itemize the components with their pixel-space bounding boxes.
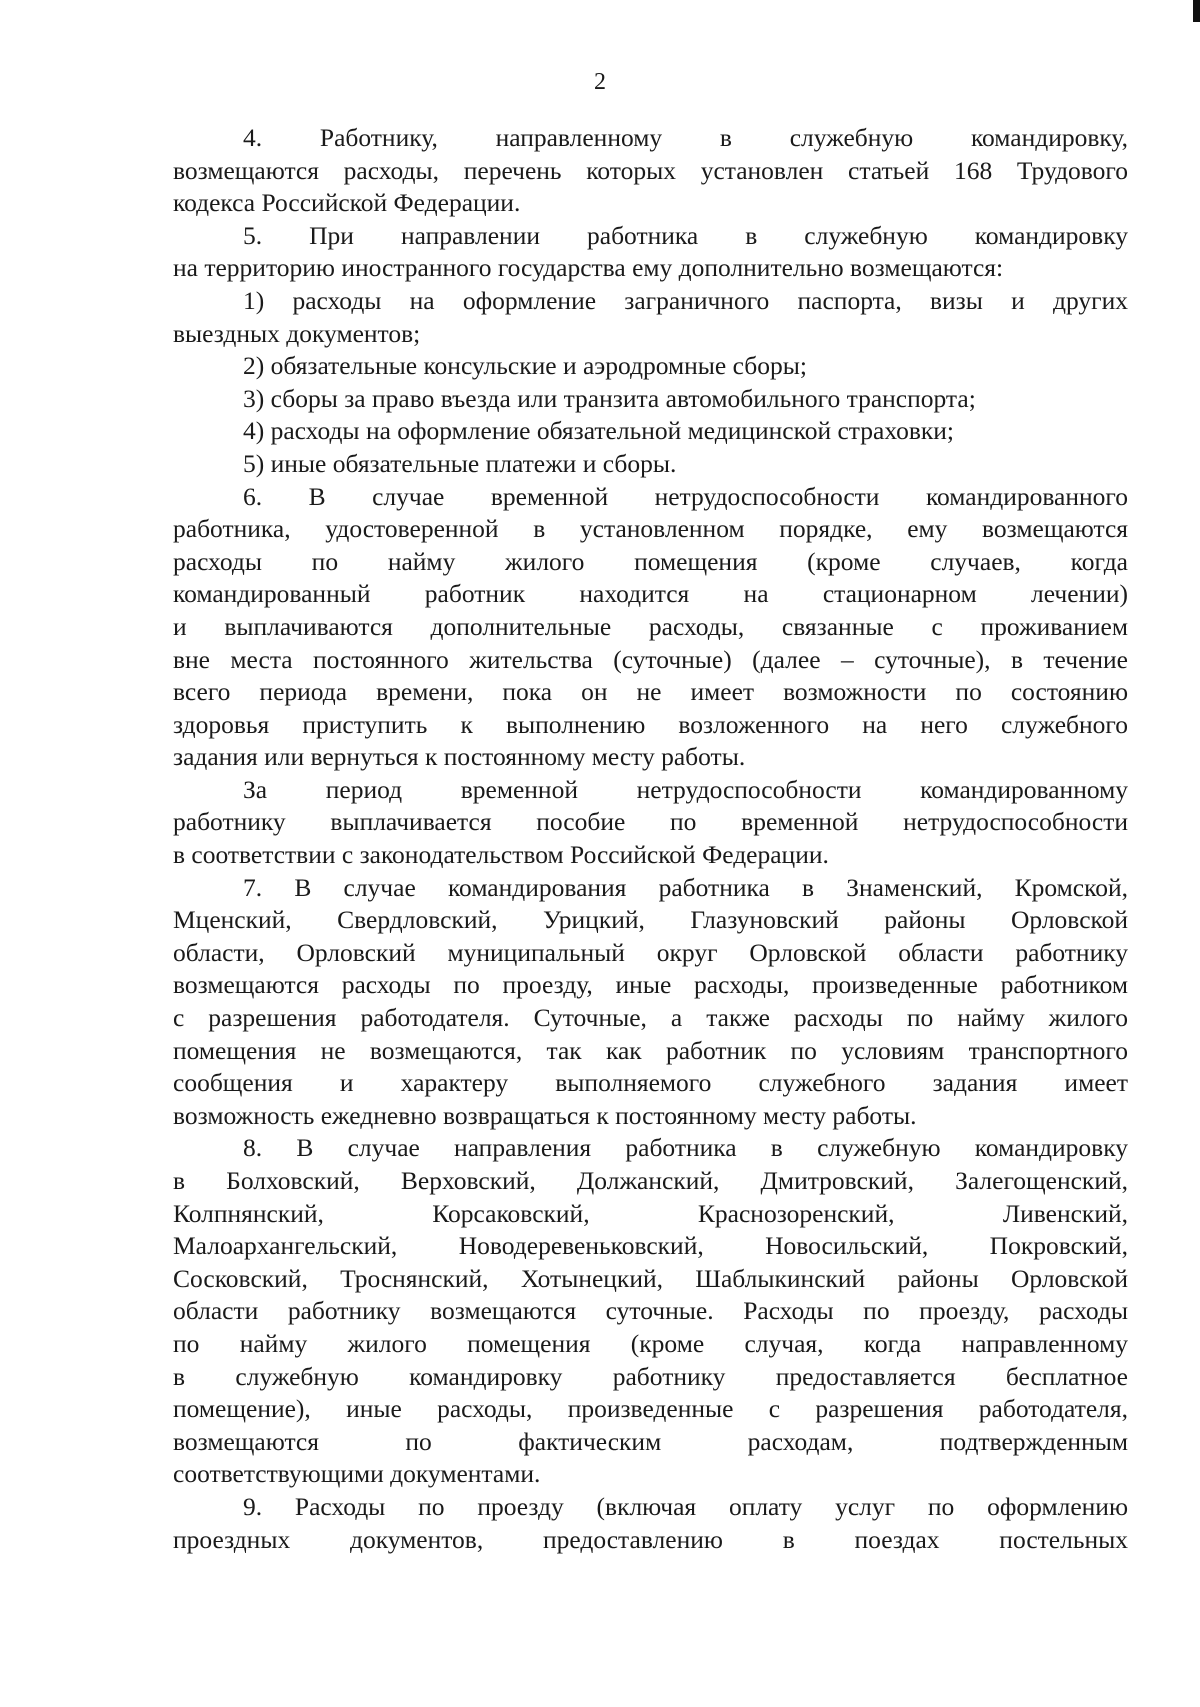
- text-line: и выплачиваются дополнительные расходы, связанные с проживанием: [173, 611, 1128, 641]
- text-line: в служебную командировку работнику предоставляется бесплатное: [173, 1361, 1128, 1391]
- text-line: возмещаются расходы, перечень которых установлен статьей 168 Трудового: [173, 155, 1128, 185]
- document-body: [173, 122, 1128, 1556]
- paragraph: [173, 774, 1128, 872]
- text-line: 5. При направлении работника в служебную командировку: [243, 220, 1128, 250]
- text-line: командированный работник находится на стационарном лечении): [173, 579, 1128, 609]
- scan-edge-mark: [1193, 0, 1200, 22]
- text-line: сообщения и характеру выполняемого служебного задания имеет: [173, 1068, 1128, 1098]
- text-line: выездных документов;: [173, 318, 421, 348]
- text-line: работника, удостоверенной в установленном порядке, ему возмещаются: [173, 514, 1128, 544]
- text-line: вне места постоянного жительства (суточные) (далее – суточные), в течение: [173, 644, 1128, 674]
- paragraph: [173, 481, 1128, 774]
- paragraph: [173, 1491, 1128, 1556]
- text-line: помещение), иные расходы, произведенные с разрешения работодателя,: [173, 1394, 1128, 1424]
- text-line: помещения не возмещаются, так как работник по условиям транспортного: [173, 1035, 1128, 1065]
- text-line: на территорию иностранного государства ему дополнительно возмещаются:: [173, 253, 1004, 283]
- paragraph: [173, 1132, 1128, 1491]
- text-line: возможность ежедневно возвращаться к постоянному месту работы.: [173, 1100, 917, 1130]
- text-line: с разрешения работодателя. Суточные, а также расходы по найму жилого: [173, 1003, 1128, 1033]
- text-line: 4) расходы на оформление обязательной медицинской страховки;: [243, 416, 955, 446]
- text-line: 8. В случае направления работника в служебную командировку: [243, 1133, 1128, 1163]
- text-line: За период временной нетрудоспособности командированному: [243, 774, 1128, 804]
- text-line: расходы по найму жилого помещения (кроме случаев, когда: [173, 546, 1128, 576]
- text-line: здоровья приступить к выполнению возложенного на него служебного: [173, 709, 1128, 739]
- text-line: кодекса Российской Федерации.: [173, 188, 521, 218]
- text-line: 1) расходы на оформление заграничного паспорта, визы и других: [243, 285, 1128, 315]
- text-line: Малоархангельский, Новодеревеньковский, Новосильский, Покровский,: [173, 1231, 1128, 1261]
- paragraph: [173, 285, 1128, 350]
- text-line: области, Орловский муниципальный округ Орловской области работнику: [173, 937, 1128, 967]
- text-line: работнику выплачивается пособие по временной нетрудоспособности: [173, 807, 1128, 837]
- text-line: возмещаются по фактическим расходам, подтвержденным: [173, 1426, 1128, 1456]
- text-line: 7. В случае командирования работника в Знаменский, Кромской,: [243, 872, 1128, 902]
- text-line: 4. Работнику, направленному в служебную командировку,: [243, 123, 1128, 152]
- text-line: 5) иные обязательные платежи и сборы.: [243, 448, 677, 478]
- text-line: задания или вернуться к постоянному месту работы.: [173, 742, 746, 772]
- text-line: Колпнянский, Корсаковский, Краснозоренский, Ливенский,: [173, 1198, 1128, 1228]
- text-line: Мценский, Свердловский, Урицкий, Глазуновский районы Орловской: [173, 905, 1128, 935]
- page-number: 2: [594, 69, 606, 95]
- text-line: в соответствии с законодательством Российской Федерации.: [173, 840, 829, 870]
- text-line: возмещаются расходы по проезду, иные расходы, произведенные работником: [173, 970, 1128, 1000]
- text-line: 2) обязательные консульские и аэродромные сборы;: [243, 351, 807, 381]
- text-line: проездных документов, предоставлению в поездах постельных: [173, 1524, 1128, 1554]
- text-line: всего периода времени, пока он не имеет возможности по состоянию: [173, 677, 1128, 707]
- text-line: Сосковский, Троснянский, Хотынецкий, Шаблыкинский районы Орловской: [173, 1263, 1128, 1293]
- paragraph: [173, 383, 1128, 416]
- paragraph: [173, 122, 1128, 220]
- text-line: области работнику возмещаются суточные. Расходы по проезду, расходы: [173, 1296, 1128, 1326]
- paragraph: [173, 350, 1128, 383]
- text-line: 3) сборы за право въезда или транзита автомобильного транспорта;: [243, 383, 976, 413]
- text-line: в Болховский, Верховский, Должанский, Дмитровский, Залегощенский,: [173, 1166, 1128, 1195]
- paragraph: [173, 220, 1128, 285]
- text-line: по найму жилого помещения (кроме случая, когда направленному: [173, 1328, 1128, 1358]
- text-line: 9. Расходы по проезду (включая оплату услуг по оформлению: [243, 1491, 1128, 1521]
- paragraph: [173, 448, 1128, 481]
- paragraph: [173, 415, 1128, 448]
- text-line: 6. В случае временной нетрудоспособности командированного: [243, 481, 1128, 511]
- text-line: соответствующими документами.: [173, 1459, 541, 1489]
- paragraph: [173, 872, 1128, 1133]
